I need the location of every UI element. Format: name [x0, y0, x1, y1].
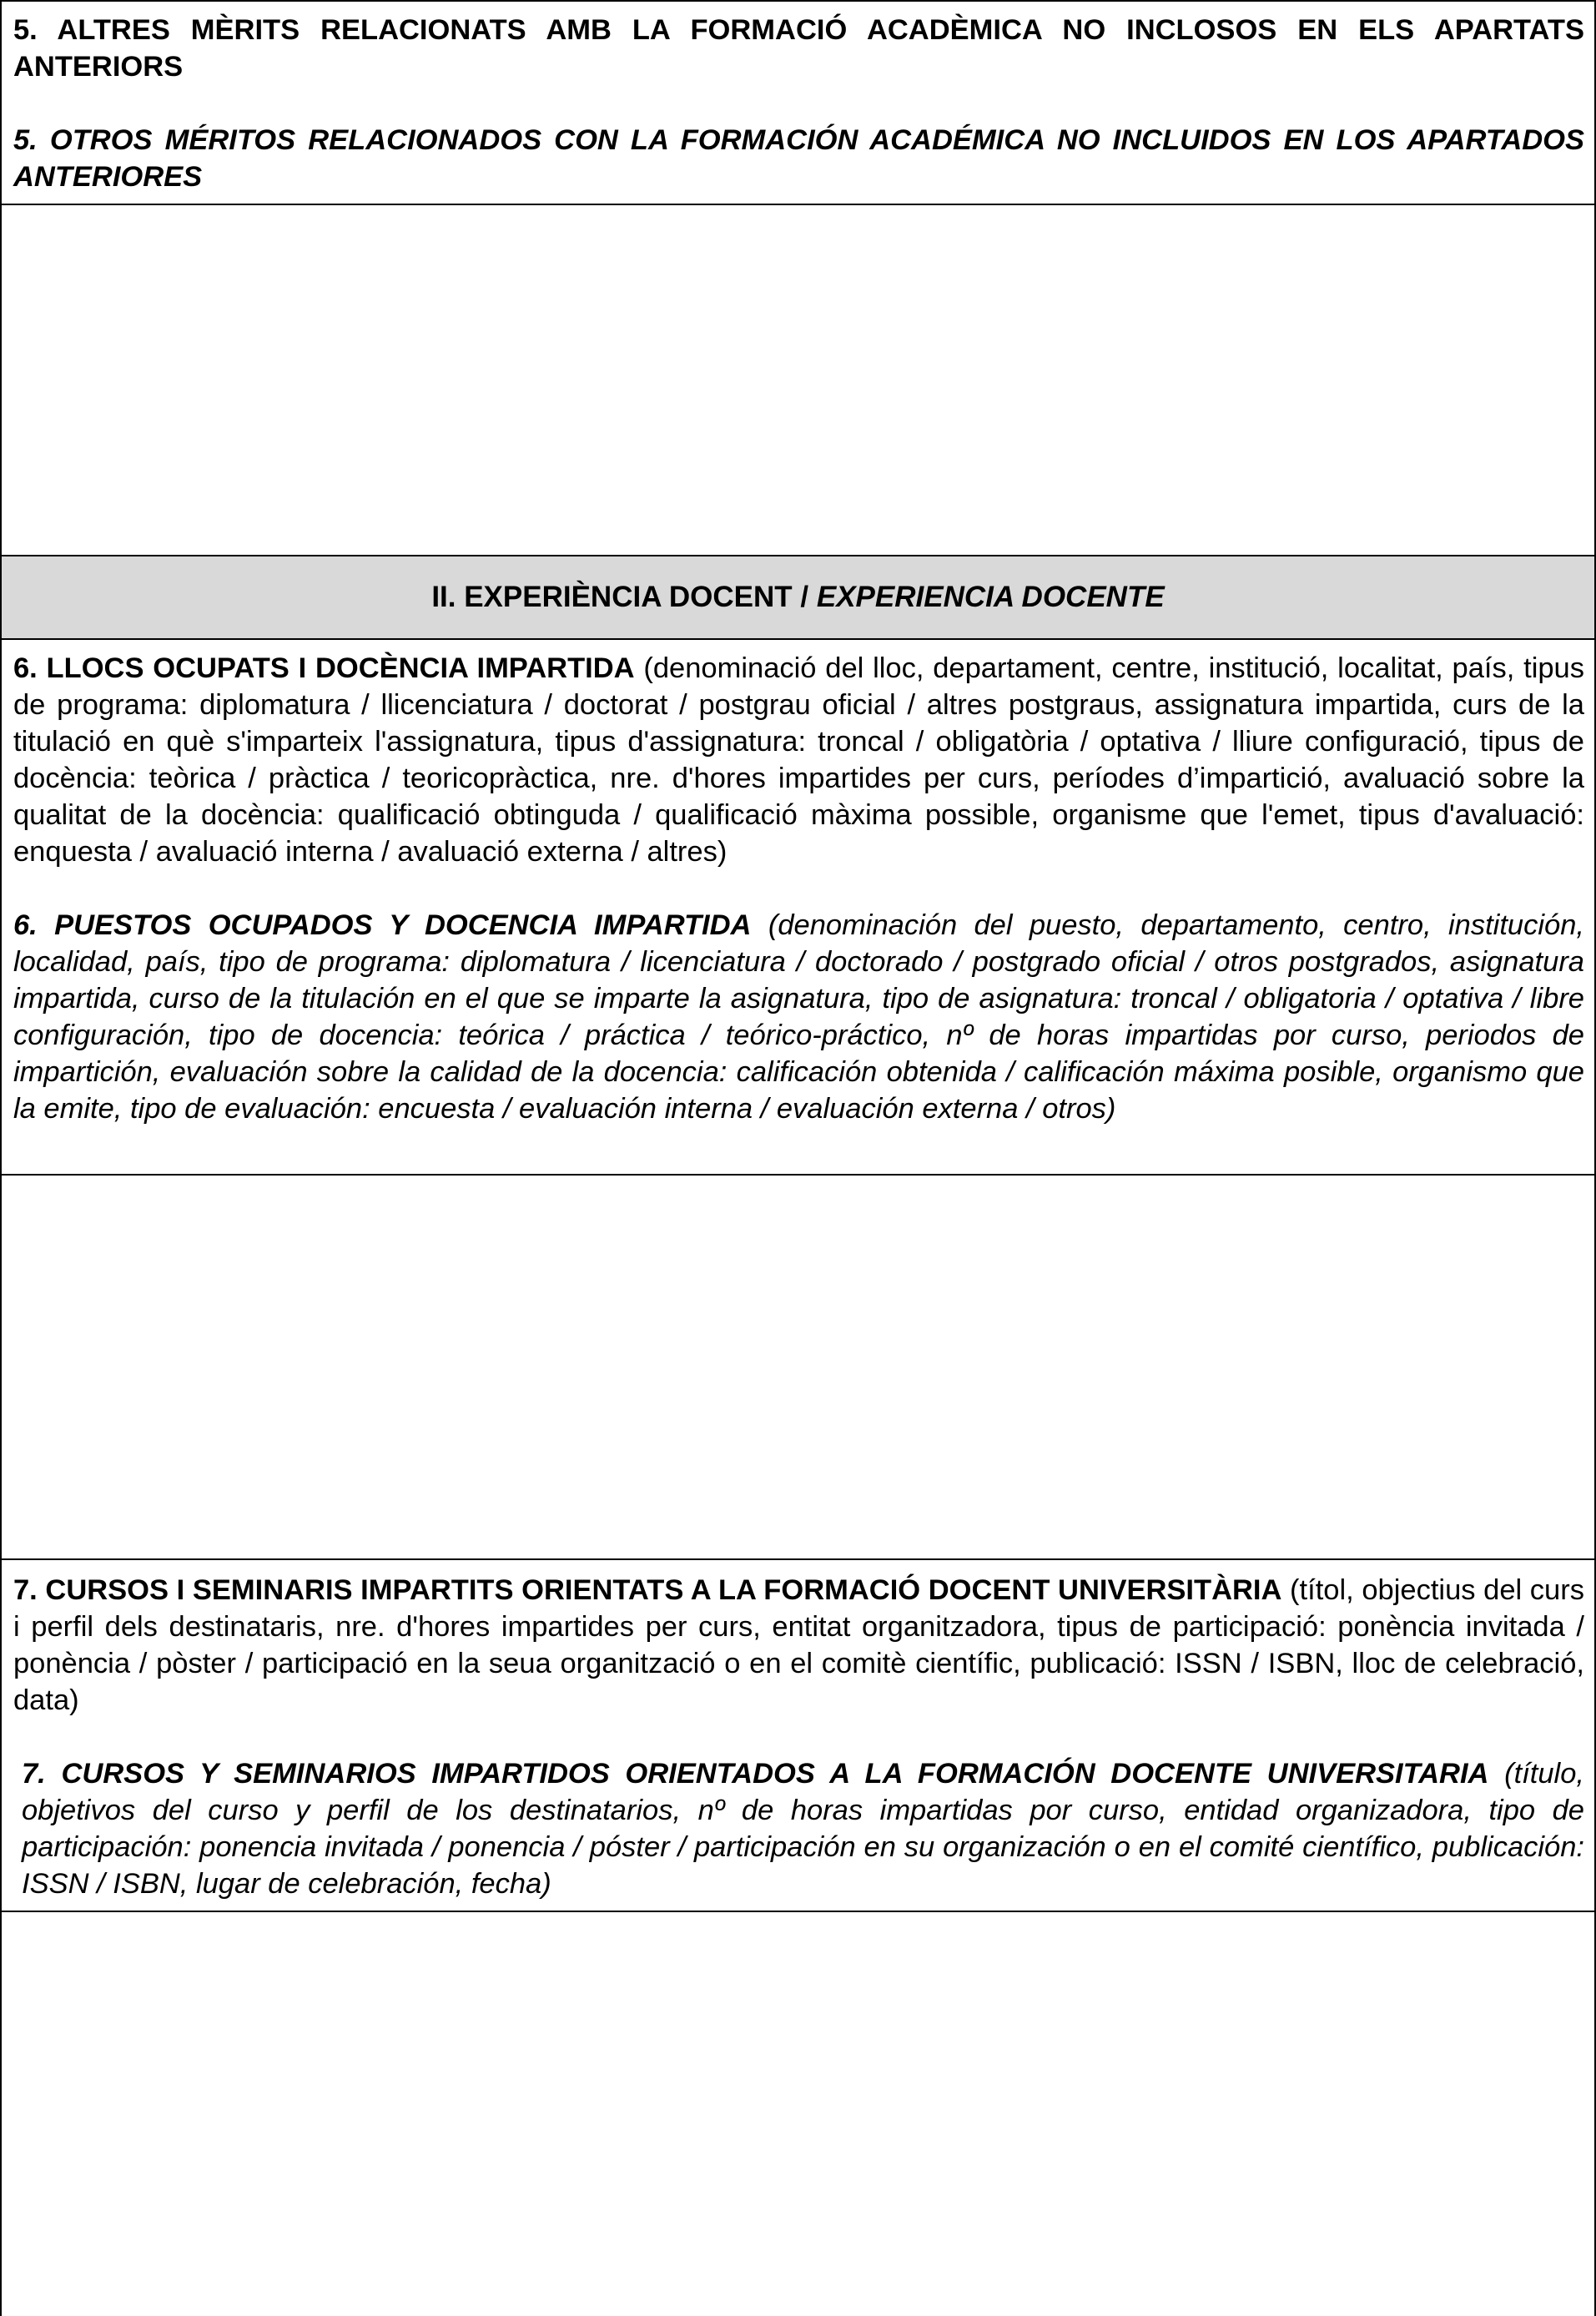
section-5-heading	[2, 2, 1594, 205]
section-ii-title-ca: II. EXPERIÈNCIA DOCENT /	[431, 581, 817, 613]
section-7-heading	[2, 1560, 1594, 1912]
section-7-desc-ca: (títol, objectius del curs i perfil dels destinataris, nre. d'hores impartides per curs, entitat organitzadora, tipus de participació: ponència invitada / ponència / pòster / participació en la seua organització o en el comitè científic, publicació: ISSN / ISBN, lloc de celebració, data)	[13, 1574, 1584, 1716]
section-6-desc-es: (denominación del puesto, departamento, centro, institución, localidad, país, tipo de programa: diplomatura / licenciatura / doctorado / postgrado oficial / otros postgrados, asignatura impartida, curso de la titulación en el que se imparte la asignatura, tipo de asignatura: troncal / obligatoria / optativa / libre configuración, tipo de docencia: teórica / práctica / teórico-práctico, nº de horas impartidas por curso, periodos de impartición, evaluación sobre la calidad de la docencia: calificación obtenida / calificación máxima posible, organismo que la emite, tipo de evaluación: encuesta / evaluación interna / evaluación externa / otros)	[13, 909, 1584, 1125]
section-6-title-ca: 6. LLOCS OCUPATS I DOCÈNCIA IMPARTIDA	[13, 652, 635, 684]
section-5-title-ca: 5. ALTRES MÈRITS RELACIONATS AMB LA FORMACIÓ ACADÈMICA NO INCLOSOS EN ELS APARTATS ANTERIORS	[13, 14, 1584, 83]
section-ii-header	[2, 556, 1594, 640]
section-6-answer-field[interactable]	[2, 1176, 1594, 1560]
section-7-title-ca: 7. CURSOS I SEMINARIS IMPARTITS ORIENTATS A LA FORMACIÓ DOCENT UNIVERSITÀRIA	[13, 1574, 1282, 1606]
section-6-desc-ca: (denominació del lloc, departament, centre, institució, localitat, país, tipus de programa: diplomatura / llicenciatura / doctorat / postgrau oficial / altres postgraus, assignatura impartida, curs de la titulació en què s'imparteix l'assignatura, tipus d'assignatura: troncal / obligatòria / optativa / lliure configuració, tipus de docència: teòrica / pràctica / teoricopràctica, nre. d'hores impartides per curs, períodes d’impartició, avaluació sobre la qualitat de la docència: qualificació obtinguda / qualificació màxima possible, organisme que l'emet, tipus d'avaluació: enquesta / avaluació interna / avaluació externa / altres)	[13, 652, 1584, 868]
section-5-title-es: 5. OTROS MÉRITOS RELACIONADOS CON LA FORMACIÓN ACADÉMICA NO INCLUIDOS EN LOS APARTADOS ANTERIORES	[13, 124, 1584, 193]
section-7-text-es	[13, 1755, 1584, 1902]
section-ii-title-es: EXPERIENCIA DOCENTE	[816, 581, 1165, 613]
section-7-text-ca	[13, 1572, 1584, 1719]
section-6-text-es	[13, 907, 1584, 1127]
section-7-desc-es: (título, objetivos del curso y perfil de los destinatarios, nº de horas impartidas por curso, entidad organizadora, tipo de participación: ponencia invitada / ponencia / póster / participación en su organización o en el comité científico, publicación: ISSN / ISBN, lugar de celebración, fecha)	[22, 1758, 1584, 1900]
section-7-title-es: 7. CURSOS Y SEMINARIOS IMPARTIDOS ORIENTADOS A LA FORMACIÓN DOCENTE UNIVERSITARIA	[22, 1758, 1489, 1790]
section-7-answer-field[interactable]	[2, 1912, 1594, 2316]
section-6-text-ca	[13, 650, 1584, 870]
section-6-title-es: 6. PUESTOS OCUPADOS Y DOCENCIA IMPARTIDA	[13, 909, 752, 941]
section-5-answer-field[interactable]	[2, 205, 1594, 556]
section-6-heading	[2, 640, 1594, 1176]
